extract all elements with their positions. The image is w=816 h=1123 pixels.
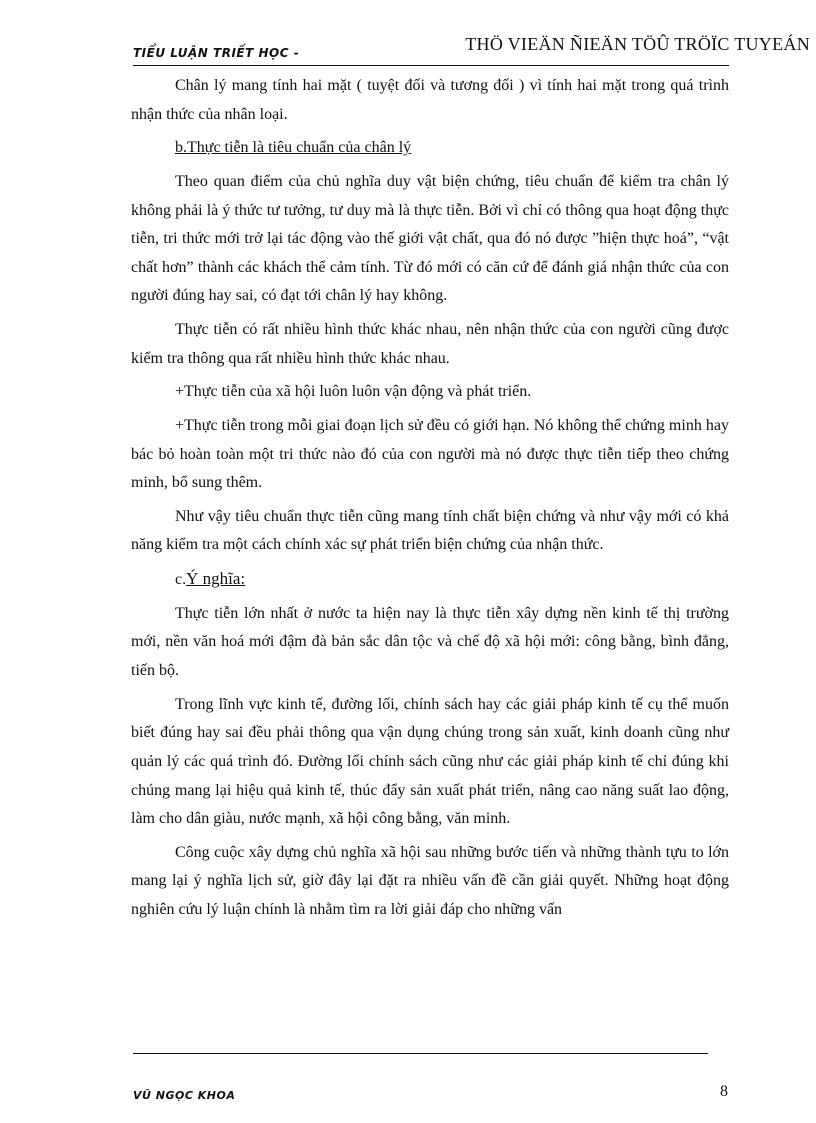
section-heading-c-prefix: c. — [175, 571, 187, 589]
section-heading-c-label: Ý nghĩa: — [186, 569, 246, 589]
header-divider — [133, 65, 729, 66]
paragraph-practice-forms: Thực tiễn có rất nhiều hình thức khác nhau, nên nhận thức của con người cũng được kiểm tra thông qua rất nhiều hình thức khác nhau. — [131, 321, 729, 367]
paragraph-economic-field: Trong lĩnh vực kinh tế, đường lối, chính sách hay các giải pháp kinh tế cụ thể muốn biết đúng hay sai đều phải thông qua vận dụng chúng trong sản xuất, kinh doanh cũng như quản lý các quá trình đó. Đường lối chính sách cũng như các giải pháp kinh tế chỉ đúng khi chúng mang lại hiệu quả kinh tế, thúc đẩy sản xuất phát triển, nâng cao năng suất lao động, làm cho dân giàu, nước mạnh, xã hội công bằng, văn minh. — [131, 695, 729, 828]
section-heading-b: b.Thực tiễn là tiêu chuẩn của chân lý — [175, 139, 412, 157]
paragraph-dialectical-criterion: Như vậy tiêu chuẩn thực tiễn cũng mang tính chất biện chứng và như vậy mới có khả năng kiểm tra một cách chính xác sự phát triển biện chứng của nhận thức. — [131, 507, 729, 554]
section-heading-c — [131, 565, 729, 595]
header-document-title: TIỂU LUẬN TRIẾT HỌC - — [133, 46, 300, 60]
paragraph-practice-moving: +Thực tiễn của xã hội luôn luôn vận động và phát triển. — [175, 383, 532, 401]
document-body — [131, 72, 729, 930]
footer-author: VŨ NGỌC KHOA — [133, 1089, 236, 1102]
paragraph-largest-practice: Thực tiễn lớn nhất ở nước ta hiện nay là thực tiễn xây dựng nền kinh tế thị trường mới, nền văn hoá mới đậm đà bản sắc dân tộc và chế độ xã hội mới: công bằng, bình đẳng, tiến bộ. — [131, 604, 729, 680]
paragraph-truth-two-sides: Chân lý mang tính hai mặt ( tuyệt đối và tương đối ) vì tính hai mặt trong quá trình nhận thức của nhân loại. — [131, 77, 729, 123]
footer-divider — [133, 1053, 708, 1054]
paragraph-socialism-construction: Công cuộc xây dựng chủ nghĩa xã hội sau những bước tiến và những thành tựu to lớn mang lại ý nghĩa lịch sử, giờ đây lại đặt ra nhiều vấn đề cần giải quyết. Những hoạt động nghiên cứu lý luận chính là nhằm tìm ra lời giải đáp cho những vấn — [131, 843, 729, 918]
paragraph-practice-criterion: Theo quan điểm của chủ nghĩa duy vật biện chứng, tiêu chuẩn để kiểm tra chân lý không phải là ý thức tư tưởng, tư duy mà là thực tiễn. Bởi vì chỉ có thông qua hoạt động thực tiễn, tri thức mới trở lại tác động vào thế giới vật chất, qua đó nó được ”hiện thực hoá”, “vật chất hơn” thành các khách thể cảm tính. Từ đó mới có căn cứ để đánh giá nhận thức của con người đúng hay sai, có đạt tới chân lý hay không. — [131, 172, 729, 305]
page-number: 8 — [720, 1083, 728, 1100]
paragraph-practice-limits: +Thực tiễn trong mỗi giai đoạn lịch sử đều có giới hạn. Nó không thể chứng minh hay bác bỏ hoàn toàn một tri thức nào đó của con người mà nó được thực tiễn tiếp theo chứng minh, bổ sung thêm. — [131, 417, 729, 492]
header-library-name: THÖ VIEÄN ÑIEÄN TÖÛ TRÖÏC TUYEÁN — [465, 34, 810, 54]
